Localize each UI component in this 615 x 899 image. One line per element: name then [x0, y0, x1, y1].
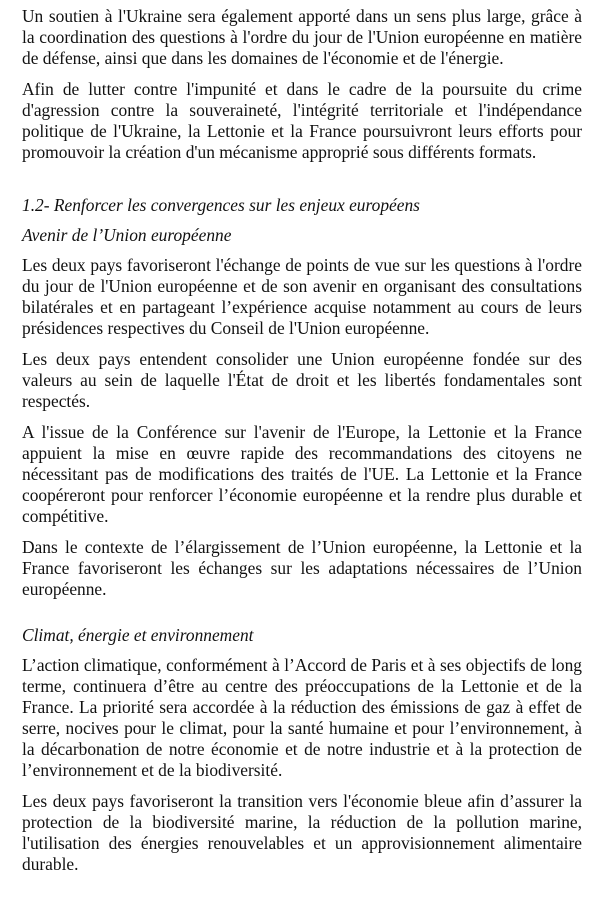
body-paragraph: A l'issue de la Conférence sur l'avenir de l'Europe, la Lettonie et la France appuient la mise en œuvre rapide des recommandations des citoyens ne nécessitant pas de modifications des traités de l'UE. La Lettonie et la France coopéreront pour renforcer l’économie européenne et la rendre plus durable et compétitive.: [22, 422, 582, 526]
subsection-heading-climat: Climat, énergie et environnement: [22, 625, 254, 645]
body-paragraph: Les deux pays favoriseront l'échange de points de vue sur les questions à l'ordre du jour de l'Union européenne et de son avenir en organisant des consultations bilatérales et en partageant l’expérience acquise notamment au cours de leurs présidences respectives du Conseil de l'Union européenne.: [22, 255, 582, 338]
document-page: [22, 6, 582, 885]
body-paragraph: L’action climatique, conformément à l’Accord de Paris et à ses objectifs de long terme, continuera d’être au centre des préoccupations de la Lettonie et de la France. La priorité sera accordée à la réduction des émissions de gaz à effet de serre, nocives pour le climat, pour la santé humaine et pour l’environnement, à la décarbonation de notre économie et de notre industrie et à la protection de l’environnement et de la biodiversité.: [22, 655, 582, 780]
intro-paragraph: Un soutien à l'Ukraine sera également apporté dans un sens plus large, grâce à la coordination des questions à l'ordre du jour de l'Union européenne en matière de défense, ainsi que dans les domaines de l'économie et de l'énergie.: [22, 6, 582, 68]
section-heading: 1.2- Renforcer les convergences sur les enjeux européens: [22, 195, 420, 215]
subsection-heading-avenir: Avenir de l’Union européenne: [22, 225, 232, 245]
body-paragraph: Les deux pays favoriseront la transition vers l'économie bleue afin d’assurer la protection de la biodiversité marine, la réduction de la pollution marine, l'utilisation des énergies renouvelables et un approvisionnement alimentaire durable.: [22, 791, 582, 874]
intro-paragraph: Afin de lutter contre l'impunité et dans le cadre de la poursuite du crime d'agression contre la souveraineté, l'intégrité territoriale et l'indépendance politique de l'Ukraine, la Lettonie et la France poursuivront leurs efforts pour promouvoir la création d'un mécanisme approprié sous différents formats.: [22, 79, 582, 162]
body-paragraph: Dans le contexte de l’élargissement de l’Union européenne, la Lettonie et la France favoriseront les échanges sur les adaptations nécessaires de l’Union européenne.: [22, 537, 582, 599]
body-paragraph: Les deux pays entendent consolider une Union européenne fondée sur des valeurs au sein de laquelle l'État de droit et les libertés fondamentales sont respectés.: [22, 349, 582, 411]
